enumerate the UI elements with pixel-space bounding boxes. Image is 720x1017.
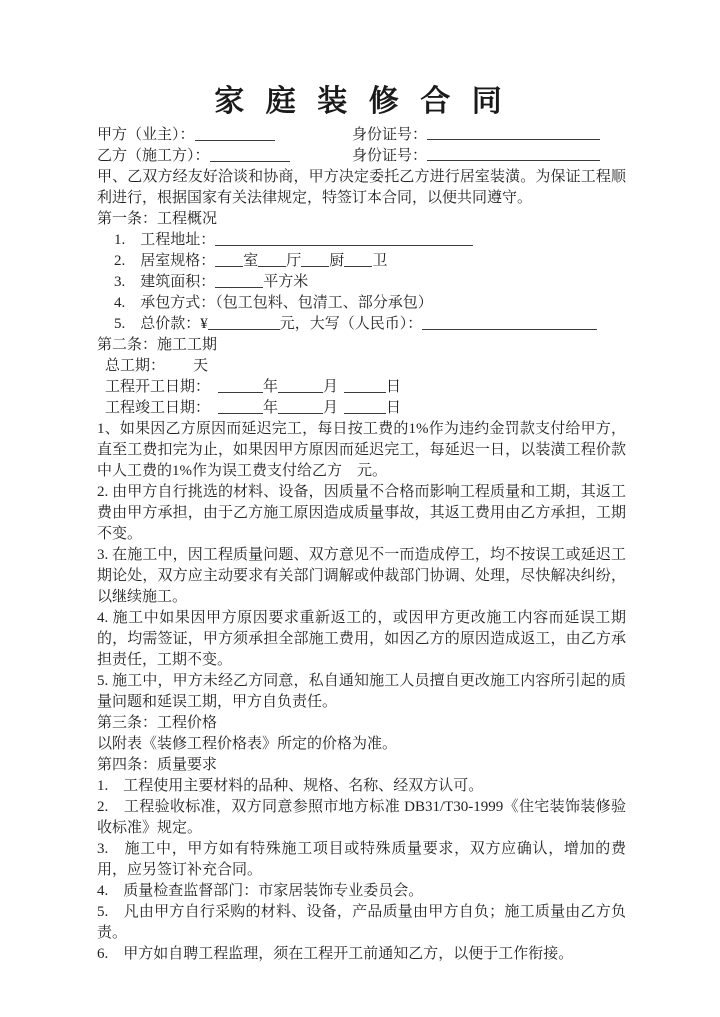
clause-paragraph: 6. 甲方如自聘工程监理，须在工程开工前通知乙方，以便于工作衔接。 bbox=[97, 946, 574, 962]
start-date-label: 工程开工日期： bbox=[105, 379, 211, 395]
price-line bbox=[97, 314, 626, 335]
clause-paragraph: 5. 凡由甲方自行采购的材料、设备，产品质量由甲方自负；施工质量由乙方负责。 bbox=[97, 904, 626, 941]
section3-heading: 第三条：工程价格 bbox=[97, 715, 218, 731]
party-a-id-blank bbox=[427, 125, 600, 140]
section3-body: 以附表《装修工程价格表》所定的价格为准。 bbox=[97, 736, 398, 752]
start-month-blank bbox=[278, 378, 323, 393]
bath-count-blank bbox=[344, 252, 372, 267]
room-char: 室 bbox=[243, 253, 259, 269]
day-char: 日 bbox=[386, 400, 402, 416]
clause-paragraph: 1、如果因乙方原因而延迟完工，每日按工费的1%作为违约金罚款支付给甲方，直至工费扣完为止，如果因甲方原因而延迟完工，每延迟一日，以装潢工程价款中人工费的1%作为误工费支付给乙方 元。 bbox=[97, 421, 626, 479]
kitchen-count-blank bbox=[301, 252, 329, 267]
end-date-label: 工程竣工日期： bbox=[105, 400, 211, 416]
month-char: 月 bbox=[323, 400, 339, 416]
party-b-name-blank bbox=[210, 147, 290, 162]
price-amount-blank bbox=[208, 315, 280, 330]
price-words-label: 元，大写（人民币）： bbox=[279, 316, 423, 332]
party-b-row bbox=[97, 146, 626, 167]
section1-heading: 第一条：工程概况 bbox=[97, 211, 218, 227]
party-a-field bbox=[97, 125, 352, 146]
clause-paragraph: 4. 施工中如果因甲方原因要求重新返工的，或因甲方更改施工内容而延误工期的，均需签证，甲方须承担全部施工费用，如因乙方的原因造成返工，由乙方承担责任，工期不变。 bbox=[97, 610, 626, 668]
hall-count-blank bbox=[258, 252, 286, 267]
clause-paragraph: 5. 施工中，甲方未经乙方同意，私自通知施工人员擅自更改施工内容所引起的质量问题和延误工期，甲方自负责任。 bbox=[97, 673, 626, 710]
clause-paragraph: 1. 工程使用主要材料的品种、规格、名称、经双方认可。 bbox=[97, 778, 484, 794]
year-char: 年 bbox=[263, 379, 279, 395]
clause-paragraph: 3. 在施工中，因工程质量问题、双方意见不一而造成停工，均不按误工或延迟工期论处，双方应主动要求有关部门调解或仲裁部门协调、处理，尽快解决纠纷，以继续施工。 bbox=[97, 547, 626, 605]
address-blank bbox=[215, 231, 473, 246]
total-duration-line bbox=[97, 356, 626, 377]
end-date-line bbox=[97, 398, 626, 419]
price-label: 5. 总价款：¥ bbox=[114, 316, 208, 332]
area-blank bbox=[215, 273, 263, 288]
end-month-blank bbox=[278, 399, 323, 414]
party-a-id-label: 身份证号： bbox=[352, 127, 428, 143]
room-count-blank bbox=[215, 252, 243, 267]
bath-char: 卫 bbox=[372, 253, 388, 269]
start-date-line bbox=[97, 377, 626, 398]
document-title: 家 庭 装 修 合 同 bbox=[214, 85, 509, 118]
clause-paragraph: 4. 质量检查监督部门：市家居装饰专业委员会。 bbox=[97, 883, 424, 899]
party-b-label: 乙方（施工方）： bbox=[97, 148, 210, 164]
end-day-blank bbox=[344, 399, 386, 414]
days-char: 天 bbox=[193, 358, 209, 374]
address-label: 1. 工程地址： bbox=[114, 232, 216, 248]
party-b-id-blank bbox=[427, 146, 600, 161]
clause-paragraph: 2. 由甲方自行挑选的材料、设备，因质量不合格而影响工程质量和工期，其返工费由甲方承担，由于乙方施工原因造成质量事故，其返工费用由乙方承担，工期不变。 bbox=[97, 484, 626, 542]
party-a-name-blank bbox=[195, 126, 275, 141]
party-b-id-label: 身份证号： bbox=[352, 148, 428, 164]
hall-char: 厅 bbox=[286, 253, 302, 269]
clause-paragraph: 3. 施工中，甲方如有特殊施工项目或特殊质量要求，双方应确认，增加的费用，应另签订补充合同。 bbox=[97, 841, 626, 878]
contract-type-line: 4. 承包方式：（包工包料、包清工、部分承包） bbox=[114, 295, 433, 311]
kitchen-char: 厨 bbox=[329, 253, 345, 269]
end-year-blank bbox=[218, 399, 263, 414]
price-words-blank bbox=[422, 315, 597, 330]
section2-heading: 第二条：施工工期 bbox=[97, 337, 218, 353]
start-year-blank bbox=[218, 378, 263, 393]
year-char: 年 bbox=[263, 400, 279, 416]
party-a-label: 甲方（业主）： bbox=[97, 127, 195, 143]
room-spec-line bbox=[97, 251, 626, 272]
clause-paragraph: 2. 工程验收标准，双方同意参照市地方标准 DB31/T30-1999《住宅装饰装修验收标准》规定。 bbox=[97, 799, 626, 836]
start-day-blank bbox=[344, 378, 386, 393]
party-b-field bbox=[97, 146, 352, 167]
intro-paragraph: 甲、乙双方经友好洽谈和协商，甲方决定委托乙方进行居室装潢。为保证工程顺利进行，根据国家有关法律规定，特签订本合同，以便共同遵守。 bbox=[97, 169, 626, 206]
party-a-row bbox=[97, 125, 626, 146]
total-duration-label: 总工期： bbox=[105, 358, 166, 374]
day-char: 日 bbox=[386, 379, 402, 395]
area-label: 3. 建筑面积： bbox=[114, 274, 216, 290]
address-line bbox=[97, 230, 626, 251]
area-unit: 平方米 bbox=[263, 274, 309, 290]
room-spec-label: 2. 居室规格： bbox=[114, 253, 216, 269]
section4-heading: 第四条：质量要求 bbox=[97, 757, 218, 773]
month-char: 月 bbox=[323, 379, 339, 395]
area-line bbox=[97, 272, 626, 293]
